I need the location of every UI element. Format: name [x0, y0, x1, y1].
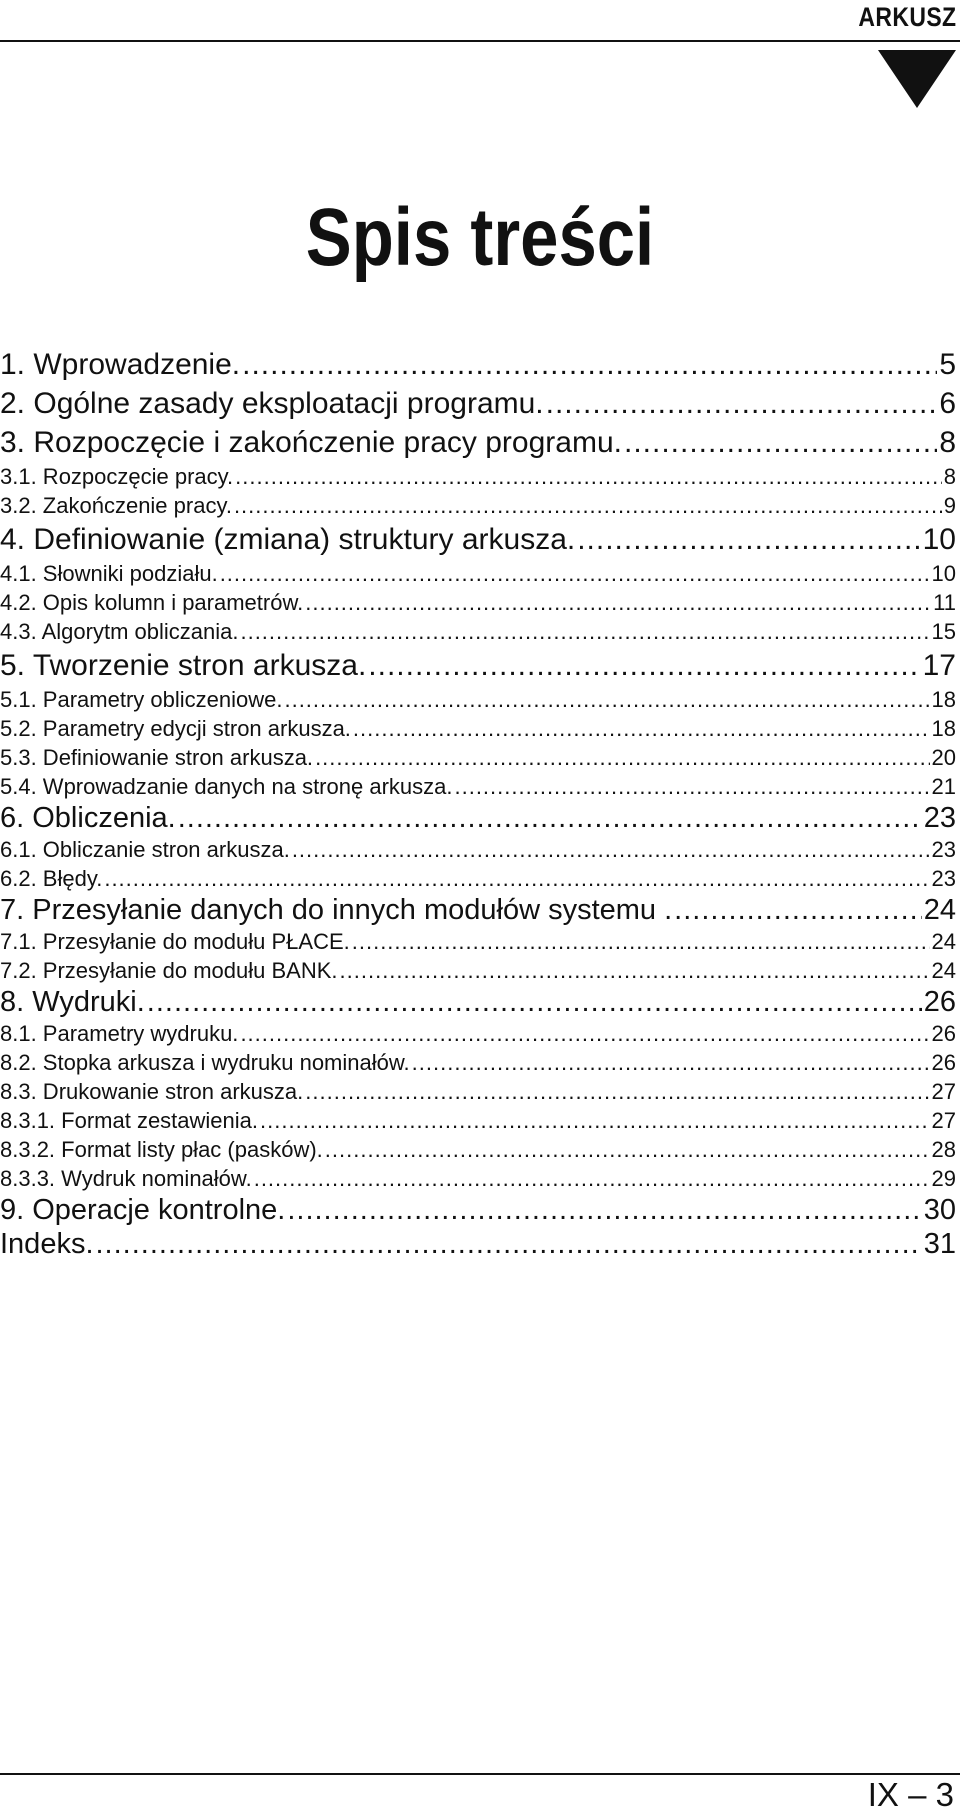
- header-rule: [0, 40, 960, 42]
- toc-leader-dots: [624, 423, 937, 462]
- toc-entry-page: 26: [931, 1050, 956, 1075]
- toc-leader-dots: [260, 1106, 930, 1135]
- toc-entry-page: 10: [931, 561, 956, 586]
- toc-entry-title: 1. Wprowadzenie.: [0, 348, 241, 381]
- toc-entry-title: 5.1. Parametry obliczeniowe.: [0, 687, 283, 712]
- toc-entry: [0, 772, 956, 801]
- toc-entry-title: 8. Wydruki.: [0, 986, 145, 1018]
- toc-entry: [0, 801, 956, 835]
- page-title: Spis treści: [305, 192, 655, 283]
- toc-entry-title: 2. Ogólne zasady eksploatacji programu.: [0, 387, 544, 420]
- toc-entry: [0, 646, 956, 685]
- toc-entry-page: 24: [931, 929, 956, 954]
- toc-entry-page: 5: [939, 348, 956, 381]
- toc-entry-title: Indeks.: [0, 1228, 94, 1260]
- toc-entry-title: 3.2. Zakończenie pracy.: [0, 493, 232, 518]
- toc-entry-page: 18: [931, 687, 956, 712]
- toc-entry-title: 4.1. Słowniki podziału.: [0, 561, 218, 586]
- toc-entry: [0, 1164, 956, 1193]
- toc-entry: [0, 743, 956, 772]
- page-number: IX – 3: [867, 1776, 954, 1813]
- toc-entry-page: 11: [933, 590, 956, 615]
- toc-leader-dots: [220, 559, 930, 588]
- toc-leader-dots: [305, 1077, 929, 1106]
- toc-entry-title: 5.3. Definiowanie stron arkusza.: [0, 745, 314, 770]
- toc-leader-dots: [352, 927, 930, 956]
- toc-entry-title: 7. Przesyłanie danych do innych modułów systemu .: [0, 894, 673, 926]
- toc-entry-title: 8.3. Drukowanie stron arkusza.: [0, 1079, 304, 1104]
- toc-entry: [0, 1135, 956, 1164]
- toc-entry-title: 8.3.1. Format zestawienia.: [0, 1108, 259, 1133]
- toc-entry-page: 26: [931, 1021, 956, 1046]
- toc-entry: [0, 1019, 956, 1048]
- toc-entry-page: 21: [931, 774, 956, 799]
- toc-entry-title: 6.2. Błędy.: [0, 866, 103, 891]
- toc-leader-dots: [104, 864, 929, 893]
- toc-entry-title: 5.4. Wprowadzanie danych na stronę arkusza.: [0, 774, 453, 799]
- toc-entry-title: 6. Obliczenia.: [0, 802, 176, 834]
- toc-leader-dots: [412, 1048, 930, 1077]
- toc-leader-dots: [240, 1019, 929, 1048]
- toc-leader-dots: [325, 1135, 930, 1164]
- toc-entry: [0, 1106, 956, 1135]
- toc-entry: [0, 345, 956, 384]
- toc-entry: [0, 927, 956, 956]
- section-marker-triangle-icon: [878, 50, 956, 108]
- toc-entry-page: 23: [923, 802, 956, 834]
- toc-entry-title: 5. Tworzenie stron arkusza.: [0, 649, 367, 682]
- toc-leader-dots: [284, 685, 929, 714]
- toc-entry-title: 6.1. Obliczanie stron arkusza.: [0, 837, 290, 862]
- toc-entry: [0, 1048, 956, 1077]
- toc-leader-dots: [235, 462, 942, 491]
- toc-entry-page: 24: [931, 958, 956, 983]
- toc-entry-page: 8: [943, 464, 956, 489]
- toc-entry-page: 10: [922, 523, 956, 556]
- toc-entry-title: 5.2. Parametry edycji stron arkusza.: [0, 716, 351, 741]
- toc-entry-title: 7.1. Przesyłanie do modułu PŁACE.: [0, 929, 350, 954]
- toc-entry: [0, 423, 956, 462]
- toc-leader-dots: [315, 743, 929, 772]
- toc-leader-dots: [340, 956, 930, 985]
- toc-entry: [0, 685, 956, 714]
- toc-entry-page: 31: [923, 1228, 956, 1260]
- toc-entry-title: 8.1. Parametry wydruku.: [0, 1021, 239, 1046]
- toc-entry-page: 30: [923, 1194, 956, 1226]
- toc-entry-page: 28: [931, 1137, 956, 1162]
- toc-entry-title: 4. Definiowanie (zmiana) struktury arkusza.: [0, 523, 576, 556]
- toc-entry-page: 26: [923, 986, 956, 1018]
- toc-entry: [0, 864, 956, 893]
- toc-entry-page: 29: [931, 1166, 956, 1191]
- table-of-contents: [0, 345, 960, 1261]
- toc-entry-page: 23: [931, 866, 956, 891]
- toc-entry: [0, 1227, 956, 1261]
- toc-entry-page: 17: [922, 649, 956, 682]
- toc-entry: [0, 588, 956, 617]
- toc-leader-dots: [287, 1193, 921, 1227]
- footer-rule: [0, 1773, 960, 1775]
- toc-entry-title: 7.2. Przesyłanie do modułu BANK.: [0, 958, 338, 983]
- toc-leader-dots: [353, 714, 930, 743]
- toc-leader-dots: [577, 520, 920, 559]
- toc-entry: [0, 520, 956, 559]
- toc-entry: [0, 893, 956, 927]
- toc-entry: [0, 462, 956, 491]
- toc-entry: [0, 559, 956, 588]
- toc-entry: [0, 985, 956, 1019]
- toc-entry: [0, 384, 956, 423]
- section-label: ARKUSZ: [857, 2, 956, 32]
- toc-entry-title: 4.2. Opis kolumn i parametrów.: [0, 590, 304, 615]
- toc-entry-page: 27: [931, 1079, 956, 1104]
- toc-leader-dots: [454, 772, 929, 801]
- toc-leader-dots: [368, 646, 920, 685]
- toc-entry: [0, 835, 956, 864]
- toc-entry-page: 18: [931, 716, 956, 741]
- toc-entry-page: 24: [923, 894, 956, 926]
- toc-leader-dots: [242, 345, 937, 384]
- toc-leader-dots: [292, 835, 930, 864]
- toc-entry-title: 3. Rozpoczęcie i zakończenie pracy programu.: [0, 426, 622, 459]
- toc-entry-page: 6: [939, 387, 956, 420]
- toc-leader-dots: [254, 1164, 930, 1193]
- toc-leader-dots: [305, 588, 931, 617]
- toc-entry-title: 3.1. Rozpoczęcie pracy.: [0, 464, 234, 489]
- toc-entry-title: 8.2. Stopka arkusza i wydruku nominałów.: [0, 1050, 410, 1075]
- toc-leader-dots: [674, 893, 922, 927]
- toc-leader-dots: [240, 617, 929, 646]
- toc-leader-dots: [178, 801, 922, 835]
- toc-leader-dots: [96, 1227, 922, 1261]
- toc-entry: [0, 491, 956, 520]
- toc-entry: [0, 617, 956, 646]
- toc-entry-title: 8.3.3. Wydruk nominałów.: [0, 1166, 252, 1191]
- toc-entry-title: 9. Operacje kontrolne.: [0, 1194, 286, 1226]
- toc-entry-page: 15: [931, 619, 956, 644]
- toc-entry-page: 8: [939, 426, 956, 459]
- toc-entry-page: 9: [943, 493, 956, 518]
- toc-entry: [0, 1193, 956, 1227]
- toc-entry-page: 27: [931, 1108, 956, 1133]
- toc-entry-page: 23: [931, 837, 956, 862]
- toc-leader-dots: [234, 491, 942, 520]
- toc-entry-title: 4.3. Algorytm obliczania.: [0, 619, 239, 644]
- toc-entry: [0, 714, 956, 743]
- toc-leader-dots: [147, 985, 922, 1019]
- toc-entry-page: 20: [931, 745, 956, 770]
- toc-entry: [0, 1077, 956, 1106]
- toc-entry: [0, 956, 956, 985]
- toc-leader-dots: [546, 384, 938, 423]
- toc-entry-title: 8.3.2. Format listy płac (pasków).: [0, 1137, 323, 1162]
